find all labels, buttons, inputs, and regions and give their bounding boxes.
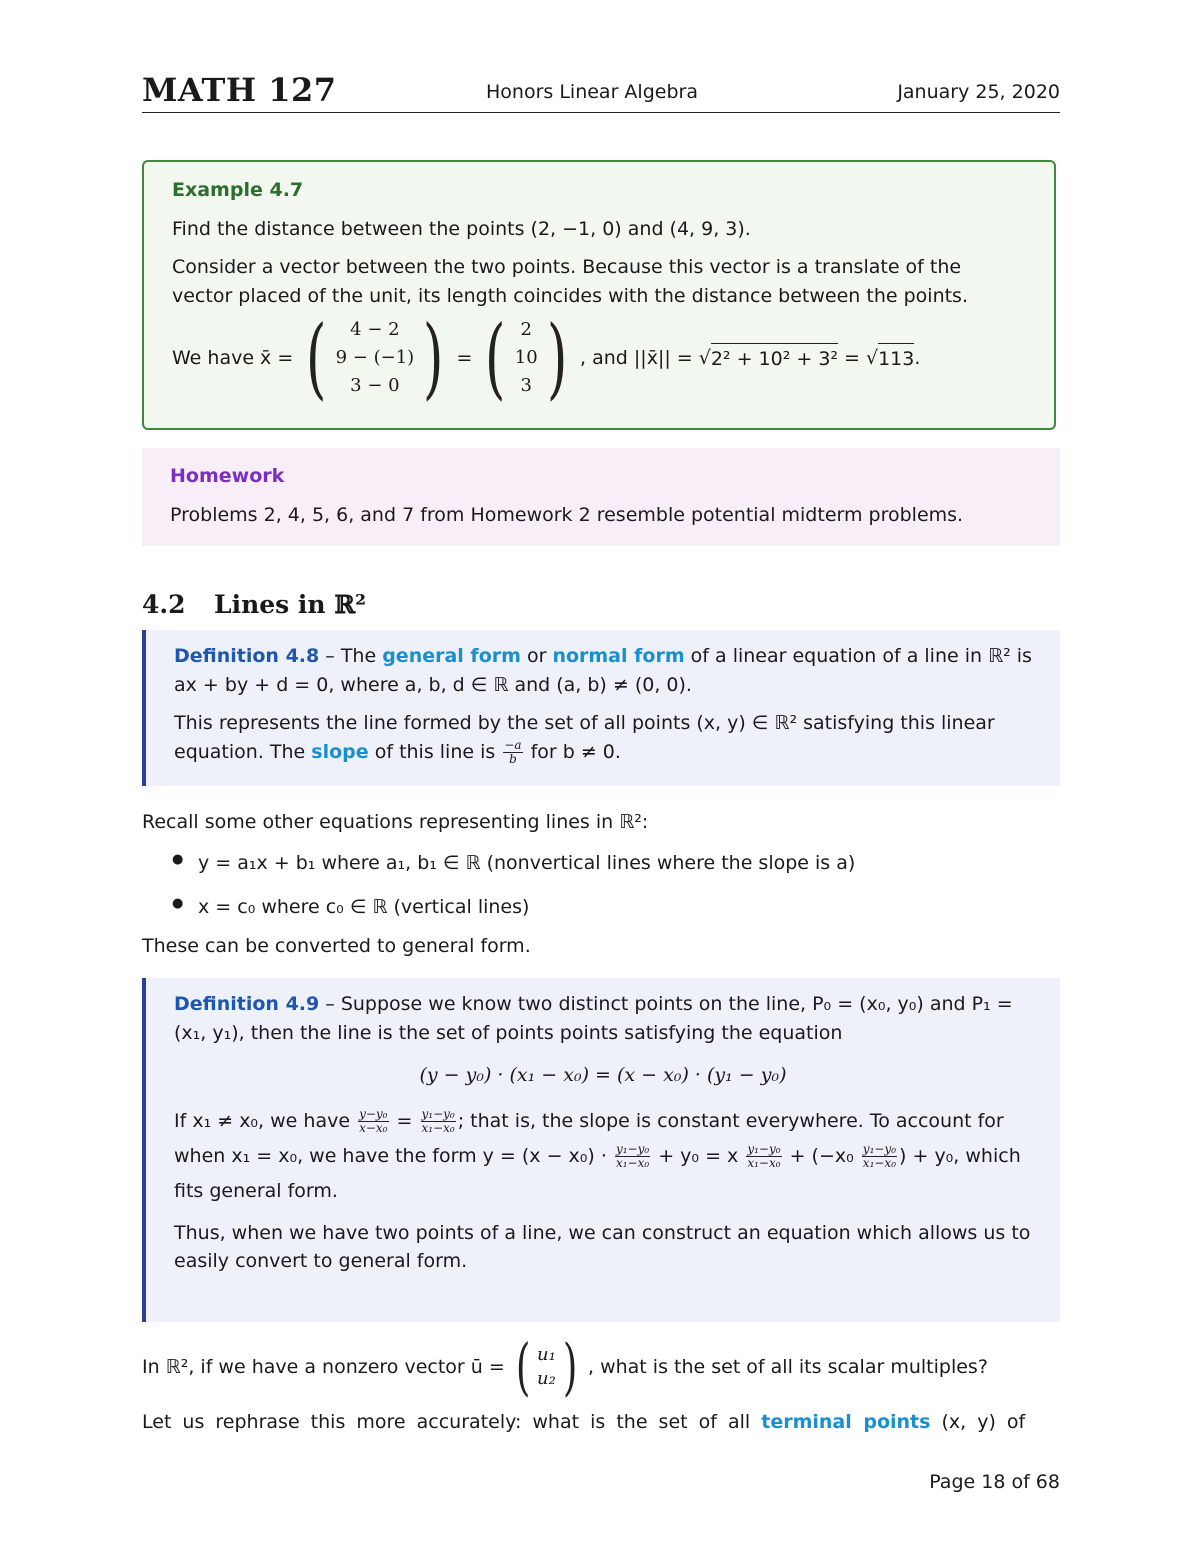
- matrix-entry: 3: [520, 375, 532, 396]
- period: .: [914, 346, 921, 369]
- page-header: [142, 66, 1060, 113]
- definition-4-9-para2: [174, 1104, 1032, 1209]
- course-subtitle: Honors Linear Algebra: [486, 81, 698, 103]
- list-item: ● y = a₁x + b₁ where a₁, b₁ ∈ ℝ (nonvertical lines where the slope is a): [198, 849, 1060, 878]
- text-fragment: + (−x₀: [783, 1144, 860, 1167]
- equals-sign: =: [844, 346, 860, 369]
- definition-4-8-para2: [174, 709, 1032, 766]
- homework-box: [142, 448, 1060, 546]
- definition-4-9-para3: Thus, when we have two points of a line, we can construct an equation which allows us to easily convert to general form.: [174, 1221, 1031, 1273]
- vector-entry: u₁: [536, 1344, 556, 1365]
- norm-label: , and ||x̄|| =: [580, 346, 693, 369]
- text-fragment: , what is the set of all its scalar multiples?: [588, 1355, 988, 1378]
- keyword-normal-form: normal form: [552, 645, 685, 667]
- left-paren: (: [485, 306, 506, 409]
- text-fragment: for b ≠ 0.: [524, 740, 621, 763]
- text-fragment: Let us rephrase this more accurately: what is the set of all: [142, 1411, 762, 1433]
- left-paren: (: [515, 1330, 531, 1403]
- fraction-denominator: x−x₀: [359, 1120, 388, 1135]
- matrix-entry: 3 − 0: [350, 375, 400, 396]
- text-fragment: of this line is: [368, 740, 502, 763]
- text-fragment: – The: [319, 645, 383, 667]
- page: [142, 0, 1060, 1553]
- we-have-label: We have x̄ =: [172, 346, 294, 369]
- definition-4-8-para1: [174, 642, 1032, 699]
- text-fragment: This represents the line formed by the set of all points (x, y) ∈ ℝ² satisfying this linear equation. The: [174, 712, 995, 763]
- example-question: Find the distance between the points (2, −1, 0) and (4, 9, 3).: [172, 217, 751, 240]
- list-item: ● x = c₀ where c₀ ∈ ℝ (vertical lines): [198, 893, 1060, 922]
- fraction-numerator: −a: [504, 737, 522, 752]
- sqrt-symbol: √: [865, 346, 879, 369]
- text-fragment: (x, y) of: [930, 1411, 1026, 1433]
- matrix-entry: 9 − (−1): [335, 347, 415, 368]
- section-heading: [142, 586, 366, 624]
- text-fragment: + y₀ = x: [652, 1144, 745, 1167]
- right-paren: ): [546, 306, 568, 409]
- fraction-numerator: y₁−y₀: [747, 1141, 781, 1156]
- sqrt-symbol: √: [698, 346, 711, 369]
- recall-intro: Recall some other equations representing lines in ℝ²:: [142, 811, 649, 833]
- homework-title: Homework: [170, 465, 285, 487]
- recall-section: [142, 808, 1060, 960]
- fraction: [746, 1143, 781, 1170]
- page-number: Page 18 of 68: [929, 1471, 1060, 1493]
- vector-entry: u₂: [536, 1368, 556, 1389]
- definition-title: Definition 4.8: [174, 645, 320, 667]
- example-box: [142, 160, 1056, 430]
- scalar-multiples-question: [142, 1330, 1060, 1437]
- text-fragment: or: [520, 645, 553, 667]
- fraction-numerator: y−y₀: [359, 1106, 388, 1121]
- matrix-entry: 10: [514, 347, 538, 368]
- keyword-general-form: general form: [382, 645, 521, 667]
- example-computation: [172, 306, 1026, 409]
- text-fragment: of a linear equation of a line in ℝ² is ax + by + d = 0, where a, b, d ∈ ℝ and (a, b) ≠ (0, 0).: [174, 645, 1032, 696]
- vector-u: [511, 1330, 582, 1403]
- result-matrix: [478, 306, 574, 409]
- example-explanation: Consider a vector between the two points. Because this vector is a translate of the vector placed of the unit, its length coincides with the distance between the points.: [172, 256, 968, 307]
- question-line-1: [142, 1330, 1060, 1403]
- right-paren: ): [423, 306, 444, 409]
- text-fragment: If x₁ ≠ x₀, we have: [174, 1109, 357, 1132]
- fraction-denominator: x₁−x₀: [615, 1155, 650, 1170]
- homework-text: Problems 2, 4, 5, 6, and 7 from Homework 2 resemble potential midterm problems.: [170, 503, 964, 526]
- fraction-denominator: x₁−x₀: [421, 1120, 455, 1135]
- keyword-terminal-points: terminal points: [761, 1411, 931, 1433]
- definition-4-9: [142, 978, 1060, 1322]
- section-number: 4.2: [142, 590, 186, 619]
- definition-4-8: [142, 630, 1060, 786]
- fraction: [862, 1143, 897, 1170]
- matrix-entry: 4 − 2: [350, 319, 400, 340]
- line-equation-display: (y − y₀) · (x₁ − x₀) = (x − x₀) · (y₁ − y₀): [419, 1064, 787, 1086]
- example-title: Example 4.7: [172, 179, 304, 201]
- question-line-2: [142, 1408, 1060, 1437]
- fraction-denominator: x₁−x₀: [862, 1155, 897, 1170]
- header-date: January 25, 2020: [897, 81, 1060, 103]
- fraction-numerator: y₁−y₀: [615, 1141, 650, 1156]
- course-title: MATH 127: [142, 71, 337, 109]
- fraction-numerator: y₁−y₀: [421, 1106, 455, 1121]
- slope-fraction: [503, 739, 522, 766]
- sqrt-expression: 2² + 10² + 3²: [711, 343, 838, 374]
- text-fragment: ) + y₀, which fits general form.: [174, 1144, 1021, 1202]
- fraction: [615, 1143, 650, 1170]
- matrix-entry: 2: [520, 319, 532, 340]
- fraction-denominator: x₁−x₀: [747, 1155, 781, 1170]
- equation-list: [142, 849, 1060, 922]
- text-fragment: =: [390, 1109, 419, 1132]
- text-fragment: In ℝ², if we have a nonzero vector ū =: [142, 1355, 505, 1378]
- left-paren: (: [306, 306, 327, 409]
- section-title: Lines in ℝ²: [214, 590, 367, 619]
- text-fragment: ; that is, the slope is constant everywhere. To account for when x₁ = x₀, we have the form y = (x − x₀) ·: [174, 1109, 1004, 1167]
- definition-4-9-para1: [174, 990, 1032, 1047]
- fraction-denominator: b: [509, 751, 517, 766]
- fraction: [421, 1108, 456, 1135]
- difference-matrix: [299, 306, 450, 409]
- text-fragment: – Suppose we know two distinct points on the line, P₀ = (x₀, y₀) and P₁ = (x₁, y₁), then the line is the set of points points satisfying the equation: [174, 993, 1013, 1044]
- recall-outro: These can be converted to general form.: [142, 934, 531, 957]
- keyword-slope: slope: [311, 740, 369, 763]
- fraction-numerator: y₁−y₀: [862, 1141, 897, 1156]
- right-paren: ): [562, 1330, 578, 1403]
- equals-sign: =: [456, 346, 473, 369]
- fraction: [358, 1108, 388, 1135]
- definition-title: Definition 4.9: [174, 993, 320, 1015]
- distance-result: 113: [878, 343, 914, 374]
